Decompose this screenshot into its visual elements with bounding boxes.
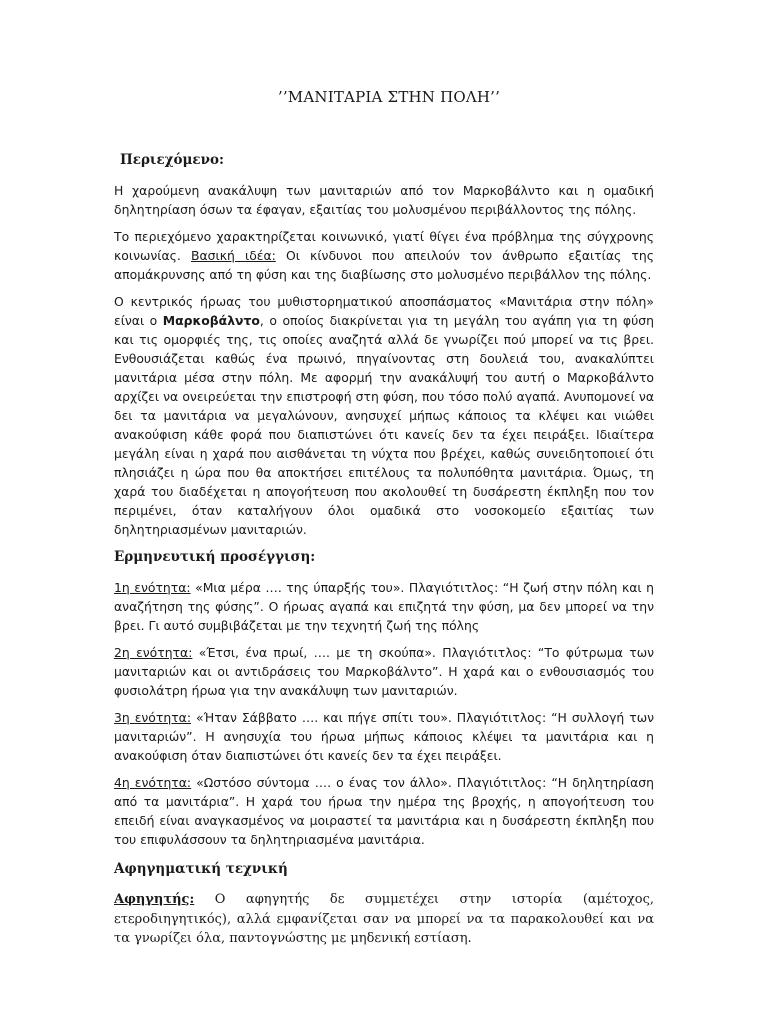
unit-label: 1η ενότητα: (114, 580, 191, 595)
narrative-technique-heading: Αφηγηματική τεχνική (114, 861, 288, 877)
unit-4 (114, 773, 654, 849)
unit-3 (114, 708, 654, 765)
text-span: Το περιεχόμενο χαρακτηρίζεται κοινωνικό, γιατί θίγει ένα πρόβλημα της σύγχρονης κοινωνίας. (114, 229, 654, 263)
narrator-label: Αφηγητής: (114, 892, 195, 907)
unit-label: 4η ενότητα: (114, 775, 192, 790)
narrator-text: Ο αφηγητής δε συμμετέχει στην ιστορία (αμέτοχος, ετεροδιηγητικός), αλλά εμφανίζεται σαν να μπορεί να τα παρακολουθεί και να τα γνωρίζει όλα, παντογνώστης με μηδενική εστίαση. (114, 892, 654, 946)
unit-label: 2η ενότητα: (114, 645, 193, 660)
unit-text: «Ωστόσο σύντομα …. ο ένας τον άλλο». Πλαγιότιτλος: “Η δηλητηρίαση από τα μανιτάρια”. Η χαρά του ήρωα την ημέρα της βροχής, η απογοήτευση του επειδή είναι αναγκασμένος να μοιραστεί τα μανιτάρια και η δυσάρεστη έκπληξη που του επιφυλάσσουν τα δηλητηριασμένα μανιτάρια. (114, 775, 654, 847)
paragraph-main-idea (114, 227, 654, 284)
unit-2 (114, 643, 654, 700)
unit-1 (114, 578, 654, 635)
main-idea-label: Βασική ιδέα: (191, 248, 276, 263)
narrator-paragraph (114, 890, 654, 949)
hero-name: Μαρκοβάλντο (162, 313, 260, 328)
document-title: ’’ΜΑΝΙΤΑΡΙΑ ΣΤΗΝ ΠΟΛΗ’’ (277, 88, 501, 106)
text-span: , ο οποίος διακρίνεται για τη μεγάλη του αγάπη για τη φύση και τις ομορφιές της, τις οποίες αναζητά αλλά δε γνωρίζει πού μπορεί να τις βρει. Ενθουσιάζεται καθώς ένα πρωινό, πηγαίνοντας στη δουλειά του, ανακαλύπτει μανιτάρια μέσα στην πόλη. Με αφορμή την ανακάλυψή του αυτή ο Μαρκοβάλντο αρχίζει να ονειρεύεται την επιστροφή στη φύση, που τόσο πολύ αγαπά. Ανυπομονεί να δει τα μανιτάρια να μεγαλώνουν, ανησυχεί μήπως κάποιος τα κλέψει και νιώθει ανακούφιση κάθε φορά που διαπιστώνει ότι κανείς δεν τα έχει πειράξει. Ιδιαίτερα μεγάλη είναι η χαρά που αισθάνεται τη νύχτα που βρέχει, καθώς συνειδητοποιεί ότι πλησιάζει η ώρα που θα αποκτήσει επιτέλους τα πολυπόθητα μανιτάρια. Όμως, τη χαρά του διαδέχεται η απογοήτευση που ακολουθεί τη δυσάρεστη έκπληξη που τον περιμένει, όταν καταλήγουν όλοι ομαδικά στο νοσοκομείο εξαιτίας των δηλητηριασμένων μανιταριών. (114, 313, 654, 537)
interpretation-heading: Ερμηνευτική προσέγγιση: (114, 549, 316, 565)
unit-text: «Μια μέρα …. της ύπαρξής του». Πλαγιότιτλος: “Η ζωή στην πόλη και η αναζήτηση της φύσης”. Ο ήρωας αγαπά και επιζητά την φύση, μα δεν μπορεί να την βρει. Γι αυτό συμβιβάζεται με την τεχνητή ζωή της πόλης (114, 580, 654, 633)
text-span: Ο κεντρικός ήρωας του μυθιστορηματικού αποσπάσματος «Μανιτάρια στην πόλη» είναι ο (114, 294, 654, 328)
content-heading: Περιεχόμενο: (120, 152, 224, 168)
unit-label: 3η ενότητα: (114, 710, 192, 725)
text-span: Οι κίνδυνοι που απειλούν τον άνθρωπο εξαιτίας της απομάκρυνσης από τη φύση και της διαβίωσης στο μολυσμένο περιβάλλον της πόλης. (114, 248, 654, 282)
paragraph-summary: Η χαρούμενη ανακάλυψη των μανιταριών από τον Μαρκοβάλντο και η ομαδική δηλητηρίαση όσων τα έφαγαν, εξαιτίας του μολυσμένου περιβάλλοντος της πόλης. (114, 183, 654, 217)
paragraph-hero (114, 292, 654, 539)
unit-text: «Έτσι, ένα πρωί, …. με τη σκούπα». Πλαγιότιτλος: “Το φύτρωμα των μανιταριών και οι αντιδράσεις του Μαρκοβάλντο”. Η χαρά και ο ενθουσιασμός του φυσιολάτρη ήρωα για την ανακάλυψη των μανιταριών. (114, 645, 654, 698)
unit-text: «Ήταν Σάββατο …. και πήγε σπίτι του». Πλαγιότιτλος: “Η συλλογή των μανιταριών”. Η ανησυχία του ήρωα μήπως κάποιος κλέψει τα μανιτάρια και η ανακούφιση όταν διαπιστώνει ότι κανείς δεν τα έχει πειράξει. (114, 710, 654, 763)
